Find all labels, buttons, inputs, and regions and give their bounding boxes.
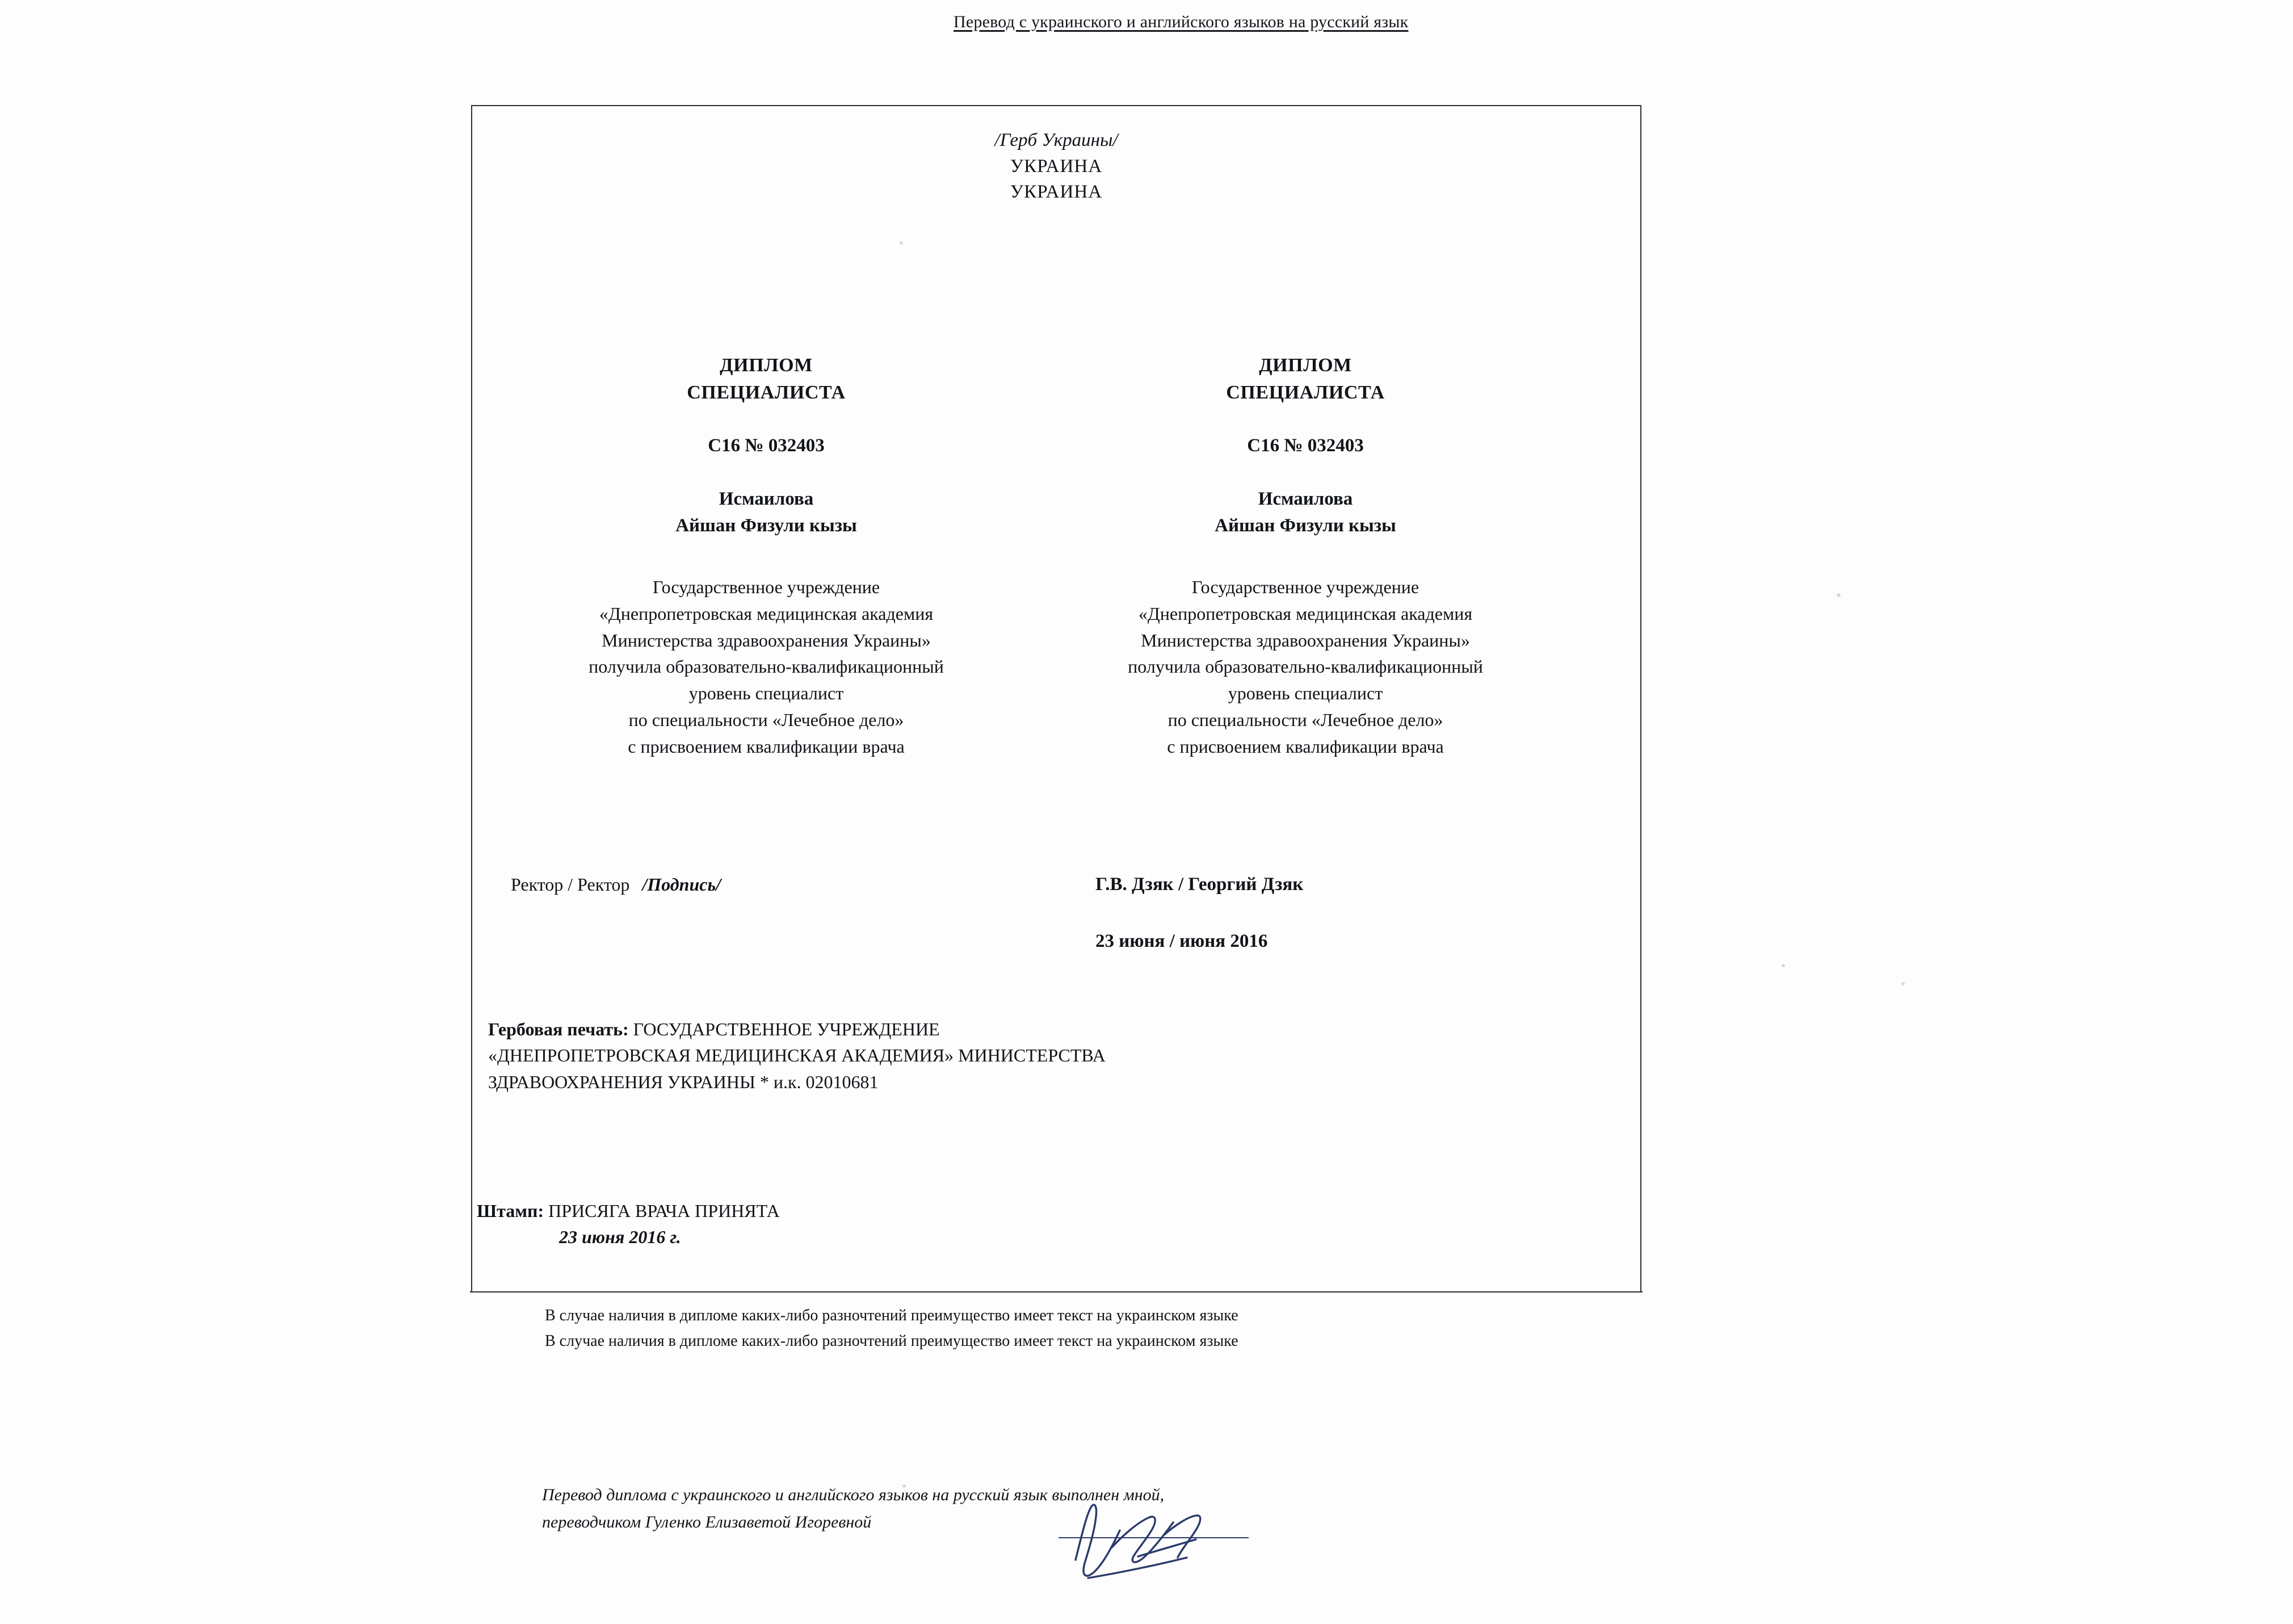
holder-name-left: Исмаилова Айшан Физули кызы (675, 488, 857, 536)
rector-label-block (499, 874, 1044, 895)
holder-name-right: Исмаилова Айшан Физули кызы (1215, 488, 1396, 536)
footnotes (545, 1303, 1657, 1354)
seal-description (488, 1016, 1112, 1095)
diploma-body-left: Государственное учреждение «Днепропетровская медицинская академия Министерства здравоохранения Украины» получила образовательно-квалификационный уровень специалист по специальности «Лечебное дело» с присвоением квалификации врача (589, 577, 944, 757)
diploma-title-right: ДИПЛОМ СПЕЦИАЛИСТА (1226, 355, 1385, 404)
rector-signature-placeholder: /Подпись/ (642, 874, 721, 895)
translation-header-note: Перевод с украинского и английского языков на русский язык (954, 12, 1409, 31)
scan-speck (1901, 982, 1905, 985)
diploma-frame-bottom-rule (470, 1291, 1643, 1293)
diploma-body-right: Государственное учреждение «Днепропетровская медицинская академия Министерства здравоохранения Украины» получила образовательно-квалификационный уровень специалист по специальности «Лечебное дело» с присвоением квалификации врача (1128, 577, 1483, 757)
translator-line-2: переводчиком Гуленко Елизаветой Игоревной (542, 1513, 872, 1531)
scan-speck (1837, 593, 1841, 597)
issue-date: 23 июня / июня 2016 (1095, 931, 1268, 951)
stamp-date: 23 июня 2016 г. (559, 1227, 681, 1248)
seal-label: Гербовая печать: (488, 1019, 629, 1039)
seal-text: ГОСУДАРСТВЕННОЕ УЧРЕЖДЕНИЕ «ДНЕПРОПЕТРОВСКАЯ МЕДИЦИНСКАЯ АКАДЕМИЯ» МИНИСТЕРСТВА ЗДРАВООХРАНЕНИЯ УКРАИНЫ * и.к. 02010681 (488, 1019, 1106, 1092)
translator-line-1: Перевод диплома с украинского и английского языков на русский язык выполнен мной, (542, 1485, 1165, 1504)
diploma-number-right: С16 № 032403 (1247, 435, 1364, 456)
diploma-number-left: С16 № 032403 (708, 435, 825, 456)
diploma-title-left: ДИПЛОМ СПЕЦИАЛИСТА (687, 355, 846, 404)
stamp-description (477, 1198, 1158, 1250)
stamp-label: Штамп: (477, 1201, 544, 1221)
stamp-text: ПРИСЯГА ВРАЧА ПРИНЯТА (544, 1201, 780, 1221)
rector-name: Г.В. Дзяк / Георгий Дзяк (1095, 874, 1304, 895)
rector-label: Ректор / Ректор (511, 874, 630, 895)
translator-certification (542, 1482, 1734, 1536)
signature-rule (1059, 1537, 1249, 1538)
emblem-block (471, 128, 1641, 205)
diploma-column-right (1039, 352, 1572, 759)
diploma-column-left (499, 352, 1033, 759)
country-name-ukrainian: УКРАИНА (1010, 156, 1103, 177)
footnote-line: В случае наличия в дипломе каких-либо разночтений преимущество имеет текст на украинском языке (545, 1332, 1238, 1350)
footnote-line: В случае наличия в дипломе каких-либо разночтений преимущество имеет текст на украинском языке (545, 1307, 1238, 1324)
emblem-note: /Герб Украины/ (994, 130, 1118, 150)
country-name-english: УКРАИНА (1010, 182, 1103, 203)
scan-speck (1782, 964, 1785, 967)
